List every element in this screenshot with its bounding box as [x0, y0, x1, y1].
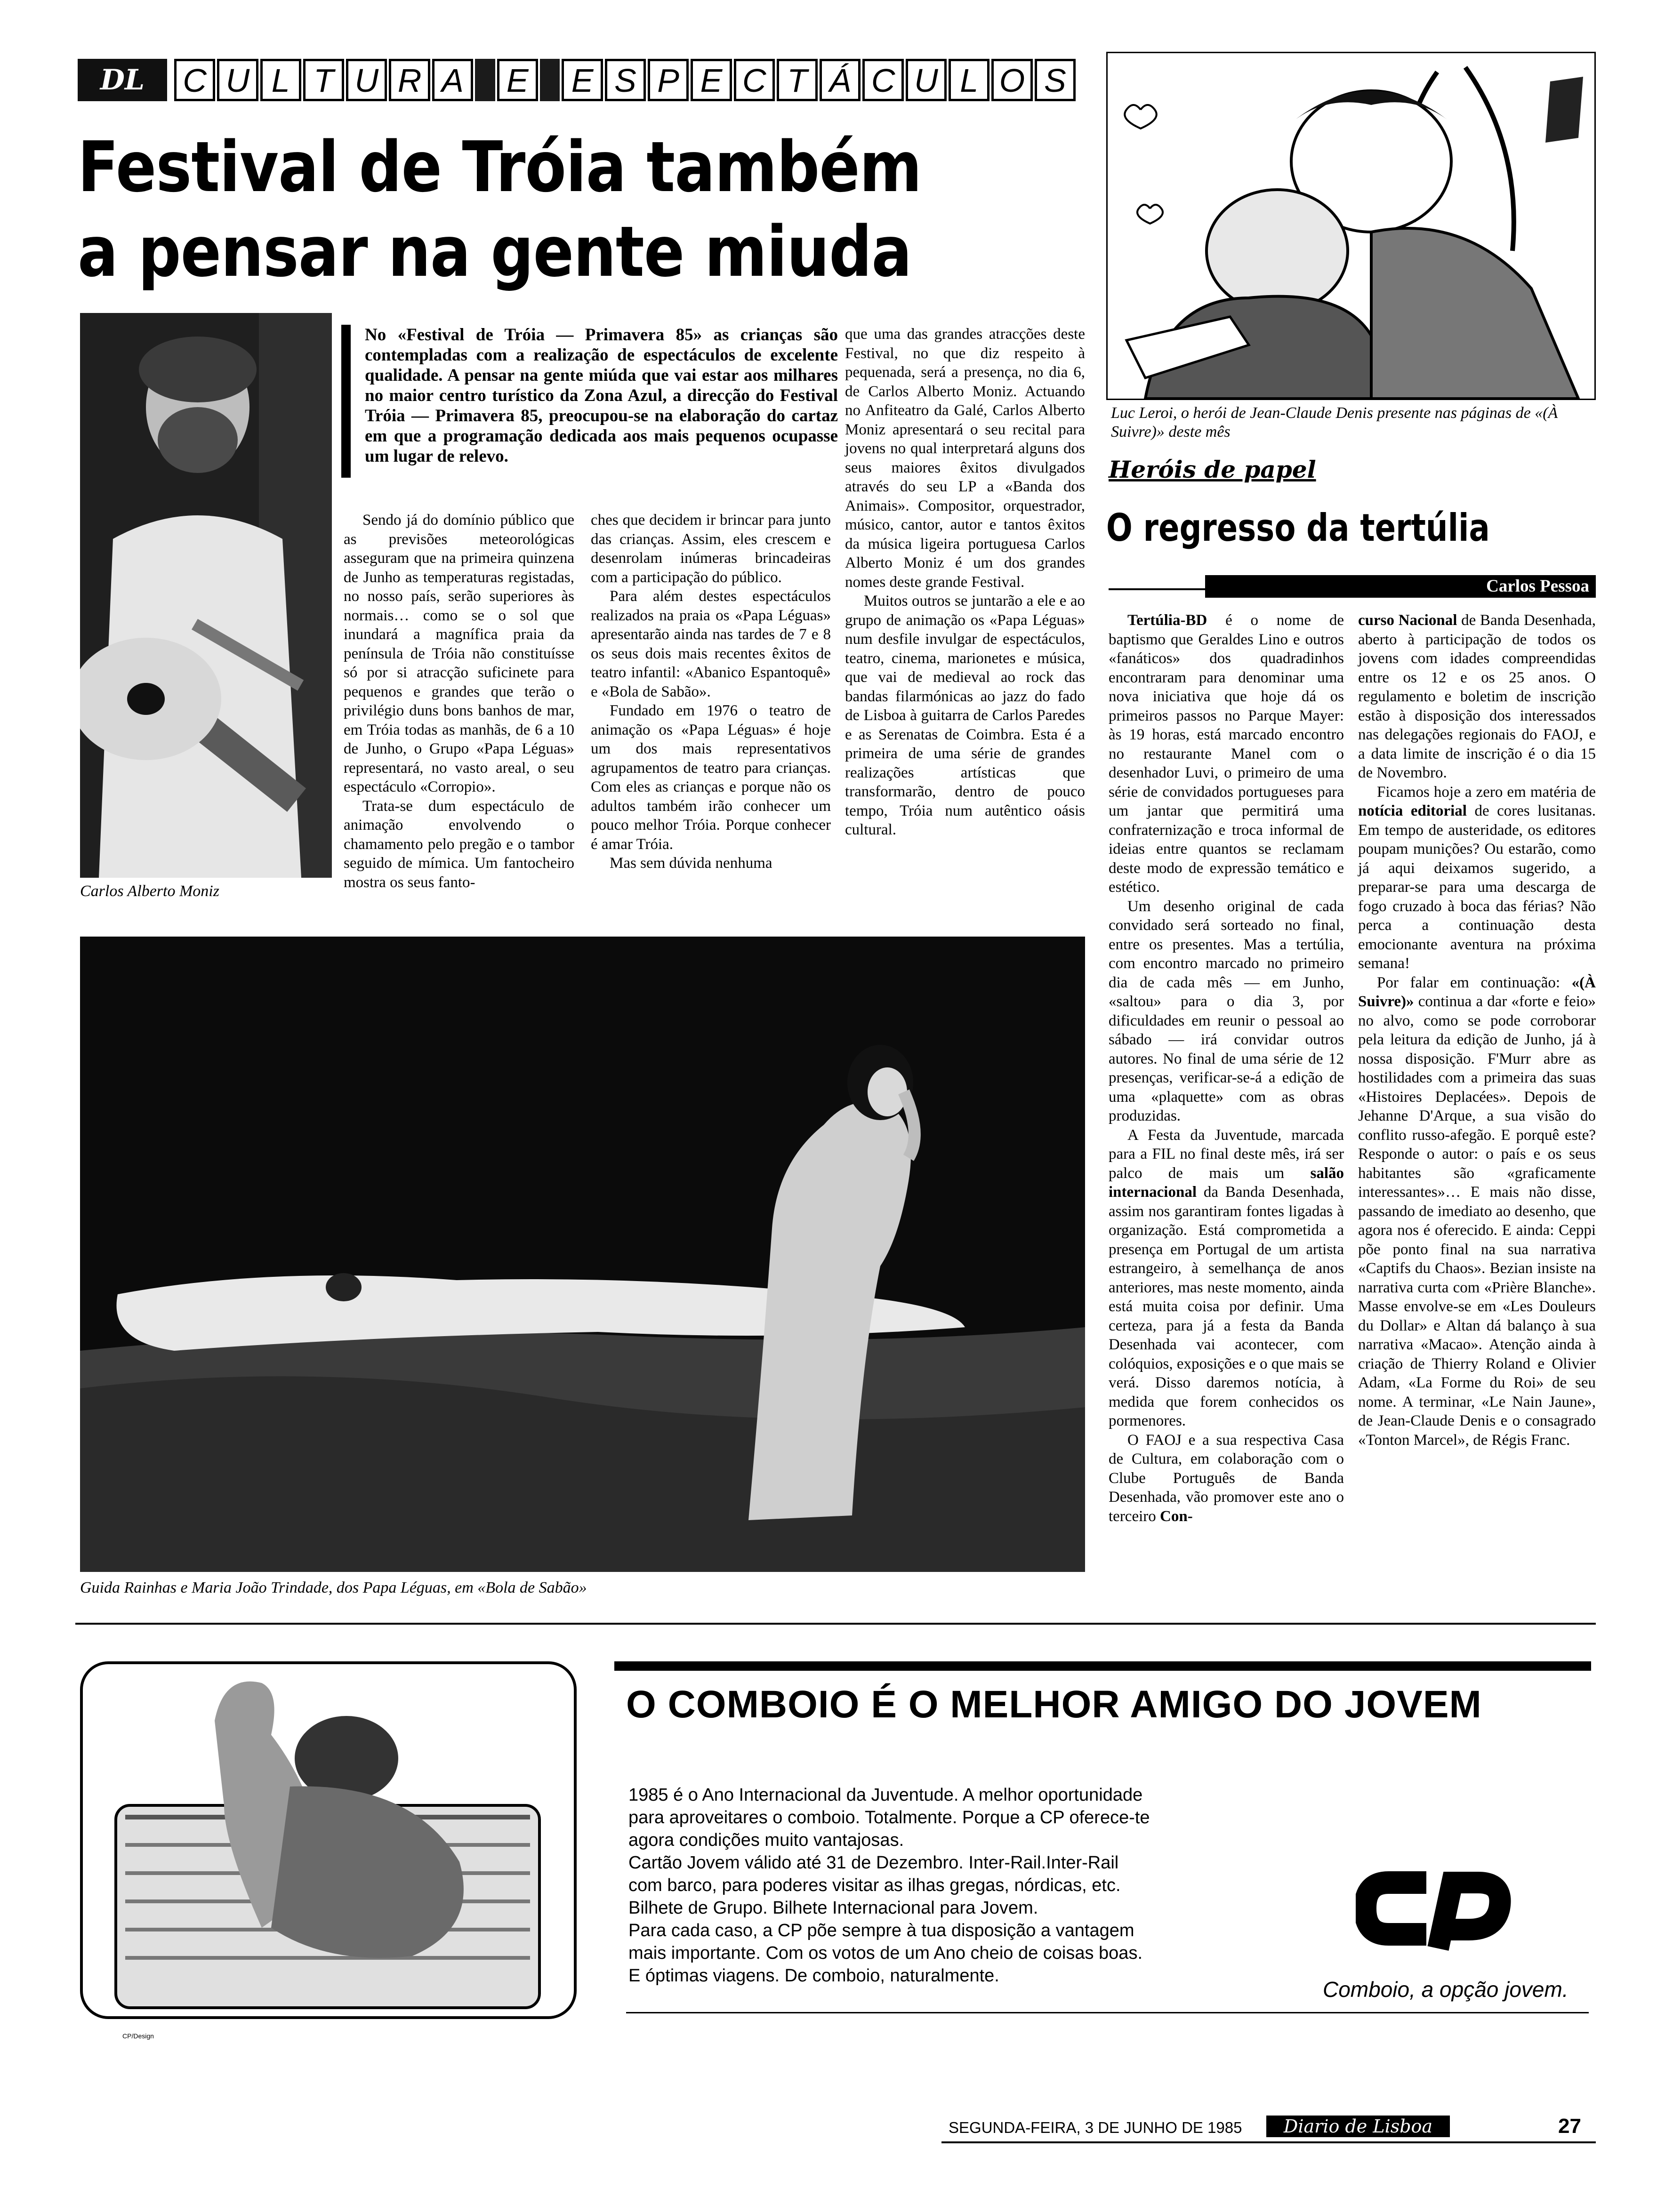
- section-header-letter: C: [734, 59, 775, 101]
- text-run: de cores lusitanas. Em tempo de austeridade, os editores poupam munições? Ou estarão, como já aqui deixamos sugerido, a preparar-se para uma descarga de fogo cruzado à boca das férias? Não perca a continuação desta emocionante aventura na próxima semana!: [1358, 802, 1596, 972]
- ad-body-line: Bilhete de Grupo. Bilhete Internacional para Jovem.: [628, 1898, 1038, 1918]
- text-run: é o nome de baptismo que Geraldes Lino e outros «fanáticos» dos quadradinhos encontraram para denominar uma nova iniciativa que hoje dá os primeiros passos no Parque Mayer: às 19 horas, está marcado encontro no restaurante Manel com o desenhador Luvi, o primeiro de uma série de convidados portugueses para um jantar que permitirá uma confraternização e troca informal de ideias entre quantos se reclamam deste modo de expressão temático e estético.: [1109, 612, 1344, 896]
- footer-date: SEGUNDA-FEIRA, 3 DE JUNHO DE 1985: [949, 2119, 1242, 2136]
- section-header-letter: P: [648, 59, 689, 101]
- paragraph: Trata-se dum espectáculo de animação envolvendo o chamamento pelo pregão e o tambor seguido de mímica. Um fantocheiro mostra os seus fanto-: [344, 797, 574, 891]
- section-header-letter: E: [691, 59, 732, 101]
- ad-photo-frame: [80, 1661, 577, 2019]
- photo-caption-dance: Guida Rainhas e Maria João Trindade, dos Papa Léguas, em «Bola de Sabão»: [80, 1579, 587, 1596]
- section-header-letter: R: [389, 59, 430, 101]
- cp-logo: [1356, 1864, 1511, 1958]
- strong-text: Tertúlia-BD: [1127, 612, 1207, 629]
- ad-body-line: Para cada caso, a CP põe sempre à tua disposição a vantagem: [628, 1921, 1134, 1940]
- paragraph: Sendo já do domínio público que as previsões meteorológicas asseguram que na primeira quinzena de Junho as temperaturas registadas, no nosso país, serão superiores às normais… como se o sol que inundará a magnífica praia da península de Tróia não constituísse só por si atracção suficinete para pequenos e grandes que terão o privilégio duns bons banhos de mar, em Tróia todas as manhãs, de 6 a 10 de Junho, o Grupo «Papa Léguas» representará, no vasto areal, o seu espectáculo «Corropio».: [344, 512, 574, 795]
- cp-logo-mark: [1356, 1864, 1511, 1958]
- section-header-letter: L: [260, 59, 301, 101]
- cp-tagline: Comboio, a opção jovem.: [1323, 1977, 1569, 2002]
- newspaper-logo: DL: [78, 59, 167, 101]
- musician-illustration: [80, 313, 332, 878]
- section-header-letter: C: [174, 59, 215, 101]
- section-header-letter: L: [949, 59, 989, 101]
- section-header-letter: T: [303, 59, 344, 101]
- headline-line-1: Festival de Tróia também: [78, 127, 922, 208]
- strong-text: «(À Suivre)»: [1358, 974, 1596, 1010]
- ad-bottom-rule: [626, 2012, 1589, 2013]
- section-header-letter: T: [777, 59, 818, 101]
- strong-text: salão internacional: [1109, 1164, 1344, 1201]
- text-run: Por falar em continuação:: [1377, 974, 1560, 991]
- section-header-letter: S: [1035, 59, 1076, 101]
- section-header-letter: C: [862, 59, 903, 101]
- strong-text: notícia editorial: [1358, 802, 1467, 819]
- article-column-2: [591, 511, 831, 873]
- section-header-letter: A: [432, 59, 473, 101]
- footer-masthead: Diario de Lisboa: [1266, 2116, 1450, 2137]
- section-header-letter: U: [346, 59, 387, 101]
- ad-credit: CP/Design: [122, 2032, 154, 2040]
- text-run: de Banda Desenhada, aberto à participação de todos os jovens com idades compreendidas entre os 12 e os 25 anos. O regulamento e boletim de inscrição estão à disposição dos interessados nas delegações regionais do FAOJ, e a data limite de inscrição é o dia 15 de Novembro.: [1358, 612, 1596, 781]
- article-column-1: [344, 511, 574, 892]
- sidebar-kicker: Heróis de papel: [1109, 456, 1316, 483]
- photo-bola-de-sabao: [80, 937, 1085, 1572]
- sidebar-column-2: [1358, 611, 1596, 1450]
- byline-rule: [1109, 588, 1207, 590]
- section-header-letter: Á: [820, 59, 861, 101]
- comic-drawing: [1108, 53, 1594, 399]
- section-header-letter: E: [562, 59, 603, 101]
- paragraph: Para além destes espectáculos realizados na praia os «Papa Léguas» apresentarão ainda nas tardes de 7 e 8 os seus dois mais recentes êxitos de teatro infantil: «Abanico Espantoquê» e «Bola de Sabão».: [591, 588, 831, 700]
- stage-scene: [80, 937, 1085, 1572]
- text-run: A Festa da Juventude, marcada para a FIL no final deste mês, irá ser palco de mais um: [1109, 1126, 1344, 1182]
- paragraph: ches que decidem ir brincar para junto das crianças. Assim, eles crescem e desenrolam inúmeras brincadeiras com a participação do público.: [591, 512, 831, 586]
- photo-caption: Carlos Alberto Moniz: [80, 882, 219, 900]
- ad-headline-bar: [614, 1661, 1591, 1671]
- lead-drop-bar: [341, 325, 351, 478]
- ad-separator: [75, 1623, 1596, 1625]
- article-headline: [78, 125, 944, 294]
- paragraph: Mas sem dúvida nenhuma: [610, 855, 772, 872]
- footer-rule: [941, 2141, 1596, 2143]
- sidebar-column-1: [1109, 611, 1344, 1526]
- paragraph: Fundado em 1976 o teatro de animação os «Papa Léguas» é hoje um dos mais representativos agrupamentos de teatro para crianças. Com eles as crianças e porque não os adultos também irão conhecer um pouco melhor Tróia. Porque conhecer é amar Tróia.: [591, 702, 831, 853]
- section-header-letter: E: [497, 59, 538, 101]
- article-lead: No «Festival de Tróia — Primavera 85» as crianças são contempladas com a realização de espectáculos de excelente qualidade. A pensar na gente miúda que vai estar aos milhares no maior centro turístico da Zona Azul, a direcção do Festival Tróia — Primavera 85, preocupou-se na elaboração do cartaz em que a programação dedicada aos mais pequenos ocupasse um lugar de relevo.: [365, 325, 838, 466]
- section-header-letter: S: [605, 59, 646, 101]
- page-number: 27: [1558, 2115, 1581, 2138]
- ad-body: [628, 1784, 1231, 1987]
- ad-body-line: com barco, para poderes visitar as ilhas gregas, nórdicas, etc.: [628, 1875, 1121, 1895]
- byline: Carlos Pessoa: [1205, 575, 1596, 598]
- ad-headline: O COMBOIO É O MELHOR AMIGO DO JOVEM: [626, 1683, 1482, 1726]
- strong-text: Con-: [1160, 1507, 1193, 1525]
- ad-body-line: mais importante. Com os votos de um Ano cheio de coisas boas.: [628, 1943, 1142, 1963]
- comic-illustration: [1106, 52, 1596, 400]
- section-header: [174, 59, 1076, 101]
- section-header-gap: [540, 59, 560, 101]
- ad-body-line: Cartão Jovem válido até 31 de Dezembro. Inter-Rail.Inter-Rail: [628, 1853, 1119, 1873]
- headline-line-2: a pensar na gente miuda: [78, 211, 912, 292]
- text-run: continua a dar «forte e feio» no alvo, como se pode corroborar pela leitura da edição de Junho, já à nossa disposição. F'Murr abre as hostilidades com a primeira das suas «Histoires Deplacées». Depois de Jehanne D'Arque, a sua visão do conflito russo-afegão. E porquê este? Responde o autor: o país e os seus habitantes são «graficamente interessantes»… E mais não disse, passando de imediato ao desenho, que agora nos é oferecido. E ainda: Ceppi põe ponto final na sua narrativa «Captifs du Chaos». Bezian insiste na narrativa curta com «Prière Blanche». Masse envolve-se em «Les Douleurs du Dollar» e Altan dá balanço à sua narrativa «Macao». Atenção ainda à criação de Thierry Roland e Olivier Adam, «La Forme du Roi» de seu nome. A terminar, «Le Nain Jaune», de Jean-Claude Denis e o consagrado «Tonton Marcel», de Régis Franc.: [1358, 993, 1596, 1449]
- paragraph: Um desenho original de cada convidado será sorteado no final, entre os presentes. Mas a tertúlia, com encontro marcado no primeiro dia de cada mês — em Junho, «saltou» para o dia 3, por dificuldades em reunir o pessoal ao sábado — irá convidar outros autores. No final de uma série de 12 presenças, verificar-se-á a edição de uma «plaquette» com as obras produzidas.: [1109, 898, 1344, 1124]
- strong-text: curso Nacional: [1358, 612, 1457, 629]
- ad-body-line: para aproveitares o comboio. Totalmente. Porque a CP oferece-te: [628, 1808, 1150, 1827]
- train-window-photo: [83, 1664, 574, 2016]
- paragraph: Muitos outros se juntarão a ele e ao grupo de animação os «Papa Léguas» num desfile invulgar de espectáculos, teatro, cinema, marionetes e música, que vai de medieval ao rock das bandas filarmónicas ao jazz do fado de Lisboa à guitarra de Carlos Paredes e as Serenatas de Coimbra. Esta é a primeira de uma série de grandes realizações artísticas que transformarão, dentro de pouco tempo, Tróia num autêntico oásis cultural.: [845, 593, 1085, 838]
- text-run: Ficamos hoje a zero em matéria de: [1377, 783, 1596, 801]
- section-header-letter: U: [217, 59, 258, 101]
- text-run: da Banda Desenhada, assim nos garantiram fontes ligadas à organização. Está comprometida a presença em Portugal de um artista estrangeiro, à semelhança de anos anteriores, mas neste momento, ainda está muita coisa por definir. Uma certeza, para já a festa da Banda Desenhada vai acontecer, com colóquios, exposições e o que mais se verá. Disso daremos notícia, à medida que forem conhecidos os pormenores.: [1109, 1184, 1344, 1429]
- section-header-gap: [475, 59, 495, 101]
- article-column-3: [845, 325, 1085, 840]
- paragraph: que uma das grandes atracções deste Festival, no que diz respeito à pequenada, será a presença, no dia 6, de Carlos Alberto Moniz. Actuando no Anfiteatro da Galé, Carlos Alberto Moniz apresentará o seu recital para jovens no qual interpretará alguns dos seus maiores êxitos divulgados através do seu LP a «Banda dos Animais». Compositor, orquestrador, músico, cantor, autor e tantos êxitos da música ligeira portuguesa Carlos Alberto Moniz é um dos grandes nomes deste grande Festival.: [845, 326, 1085, 591]
- photo-carlos-alberto-moniz: [80, 313, 332, 878]
- text-run: O FAOJ e a sua respectiva Casa de Cultura, em colaboração com o Clube Português de Banda Desenhada, vão promover este ano o terceiro: [1109, 1431, 1344, 1525]
- section-header-letter: O: [991, 59, 1032, 101]
- comic-caption: Luc Leroi, o herói de Jean-Claude Denis presente nas páginas de «(À Suivre)» deste mês: [1111, 404, 1558, 441]
- section-header-letter: U: [906, 59, 947, 101]
- ad-body-line: 1985 é o Ano Internacional da Juventude. A melhor oportunidade: [628, 1785, 1143, 1805]
- sidebar-headline: O regresso da tertúlia: [1106, 506, 1490, 550]
- ad-body-line: agora condições muito vantajosas.: [628, 1830, 904, 1850]
- ad-body-line: E óptimas viagens. De comboio, naturalmente.: [628, 1966, 999, 1986]
